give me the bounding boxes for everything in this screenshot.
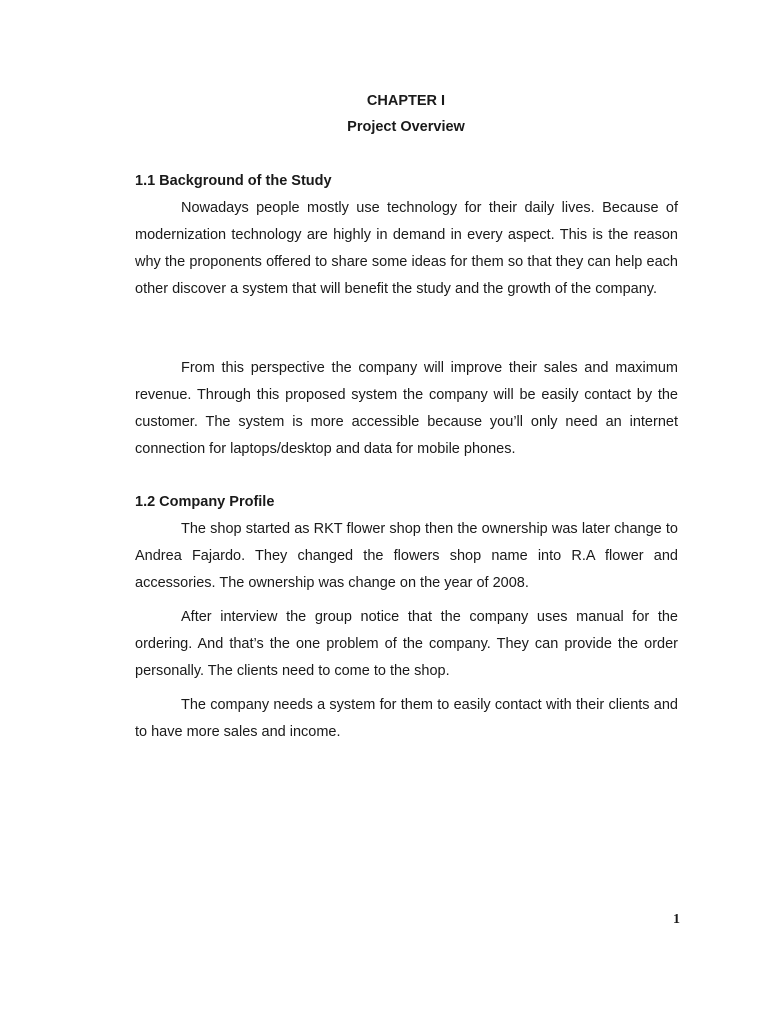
paragraph-background-1: Nowadays people mostly use technology for their daily lives. Because of modernization technology are highly in demand in every aspect. This is the reason why the proponents offered to share some ideas for them so that they can help each other discover a system that will benefit the study and the growth of the company. bbox=[135, 200, 678, 297]
section-heading-background: 1.1 Background of the Study bbox=[135, 173, 332, 189]
section-heading-company-profile: 1.2 Company Profile bbox=[135, 494, 275, 510]
paragraph-background-2: From this perspective the company will improve their sales and maximum revenue. Through this proposed system the company will be easily contact by the customer. The system is more accessible because you’ll only need an internet connection for laptops/desktop and data for mobile phones. bbox=[135, 360, 678, 457]
paragraph-company-2: After interview the group notice that the company uses manual for the ordering. And that’s the one problem of the company. They can provide the order personally. The clients need to come to the shop. bbox=[135, 609, 678, 679]
paragraph-company-1: The shop started as RKT flower shop then the ownership was later change to Andrea Fajardo. They changed the flowers shop name into R.A flower and accessories. The ownership was change on the year of 2008. bbox=[135, 521, 678, 591]
chapter-title: CHAPTER I bbox=[366, 93, 446, 109]
paragraph-company-3: The company needs a system for them to easily contact with their clients and to have more sales and income. bbox=[135, 697, 678, 740]
page-number: 1 bbox=[673, 912, 680, 927]
chapter-subtitle: Project Overview bbox=[347, 119, 465, 135]
